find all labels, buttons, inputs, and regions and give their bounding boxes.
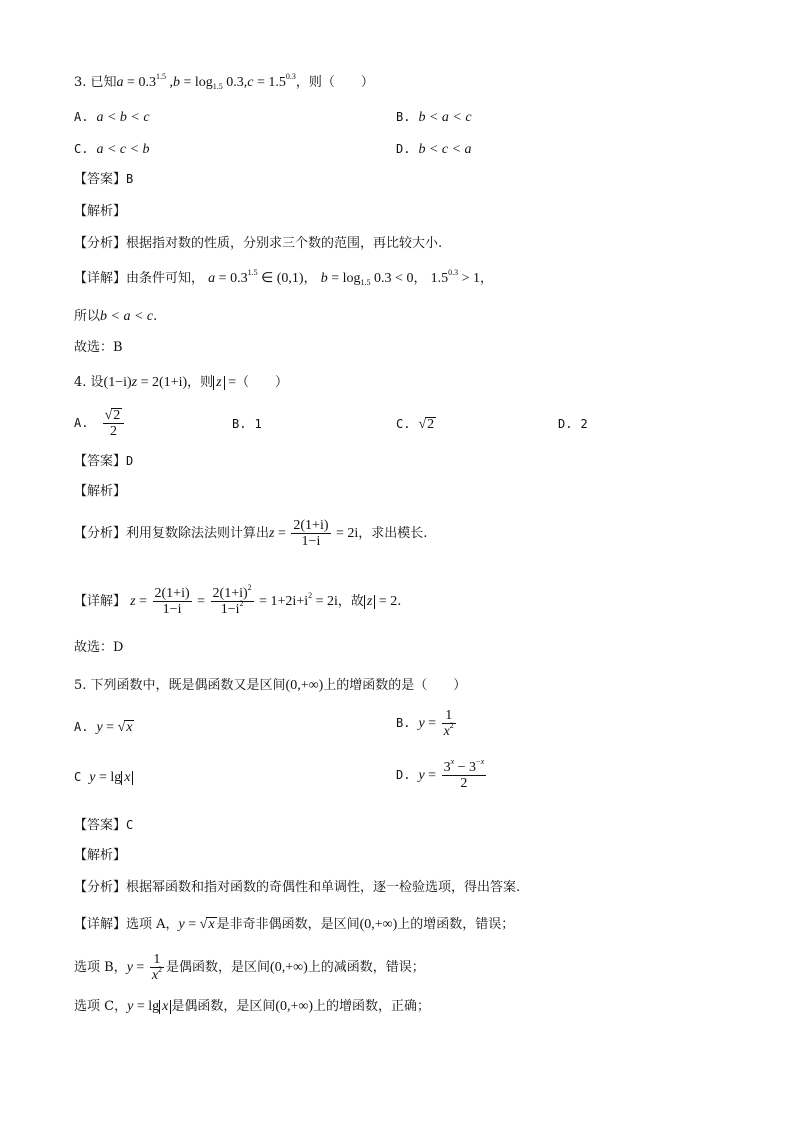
- q5-xiangjie-b: 选项 B，y = $\frac{1}{x^2}$ 是偶函数，是区间(0,+∞)上的减函数，错误；: [74, 952, 425, 983]
- q3-analysis-heading: 【解析】: [74, 204, 127, 219]
- q4-answer: 【答案】D: [74, 454, 134, 469]
- q5-analysis-heading: 【解析】: [74, 848, 127, 863]
- q4-stem: 4. 设(1−i)z = 2(1+i)，则 z =（ ）: [74, 375, 289, 390]
- q5-stem: 5. 下列函数中，既是偶函数又是区间(0,+∞)上的增函数的是（ ）: [74, 678, 467, 693]
- q3-option-a: A. a < b < c: [74, 110, 150, 125]
- q5-option-c: C y = lg x: [74, 770, 133, 786]
- q5-option-d: D. y = $\frac{3^x - 3^{-x}}{2}$: [396, 757, 485, 791]
- q4-option-a: A. $\frac{√2}{2}$: [74, 408, 126, 439]
- q5-xiangjie-a: 【详解】选项 A，y = √x 是非奇非偶函数，是区间(0,+∞)上的增函数，错误；: [74, 917, 515, 932]
- q3-option-c: C. a < c < b: [74, 142, 150, 157]
- q3-answer: 【答案】B: [74, 172, 134, 187]
- q3-stem: 3. 已知$a = 0.3^{1.5}$ $,b = \log_{1.5} 0.3,c = 1.5^{0.3}$，则（ ）: [74, 72, 374, 91]
- q4-option-b: B. 1: [232, 417, 262, 431]
- q5-option-b: B. y = $\frac{1}{x^2}$: [396, 708, 454, 739]
- q3-conclusion: 所以b < a < c.: [74, 309, 158, 324]
- q5-option-a: A. y = √x: [74, 720, 133, 735]
- q4-final: 故选：D: [74, 640, 124, 655]
- q3-final: 故选：B: [74, 340, 123, 355]
- q4-analysis-heading: 【解析】: [74, 484, 127, 499]
- q3-xiangjie: 【详解】由条件可知， $a = 0.3^{1.5}$ ∈ (0,1)， $b = \log_{1.5} 0.3 < 0$， $1.5^{0.3} > 1$，: [74, 268, 494, 287]
- q3-option-d: D. b < c < a: [396, 142, 472, 157]
- q4-option-d: D. 2: [558, 417, 588, 431]
- q4-xiangjie: 【详解】 z = $\frac{2(1+i)}{1-i}$ = $\frac{2(1+i)^2}{1-i^2}$ = $1+2i+i^2 = 2i$，故 z = 2.: [74, 583, 402, 617]
- q4-option-c: C. √2: [396, 417, 435, 432]
- q5-xiangjie-c: 选项 C，y = lg x 是偶函数，是区间(0,+∞)上的增函数，正确；: [74, 999, 431, 1014]
- q3-option-b: B. b < a < c: [396, 110, 472, 125]
- q4-fenxi: 【分析】利用复数除法法则计算出z = $\frac{2(1+i)}{1-i}$ = 2i，求出模长.: [74, 518, 428, 549]
- q3-fenxi: 【分析】根据指对数的性质，分别求三个数的范围，再比较大小.: [74, 236, 443, 251]
- q5-fenxi: 【分析】根据幂函数和指对函数的奇偶性和单调性，逐一检验选项，得出答案.: [74, 880, 521, 895]
- q5-answer: 【答案】C: [74, 818, 134, 833]
